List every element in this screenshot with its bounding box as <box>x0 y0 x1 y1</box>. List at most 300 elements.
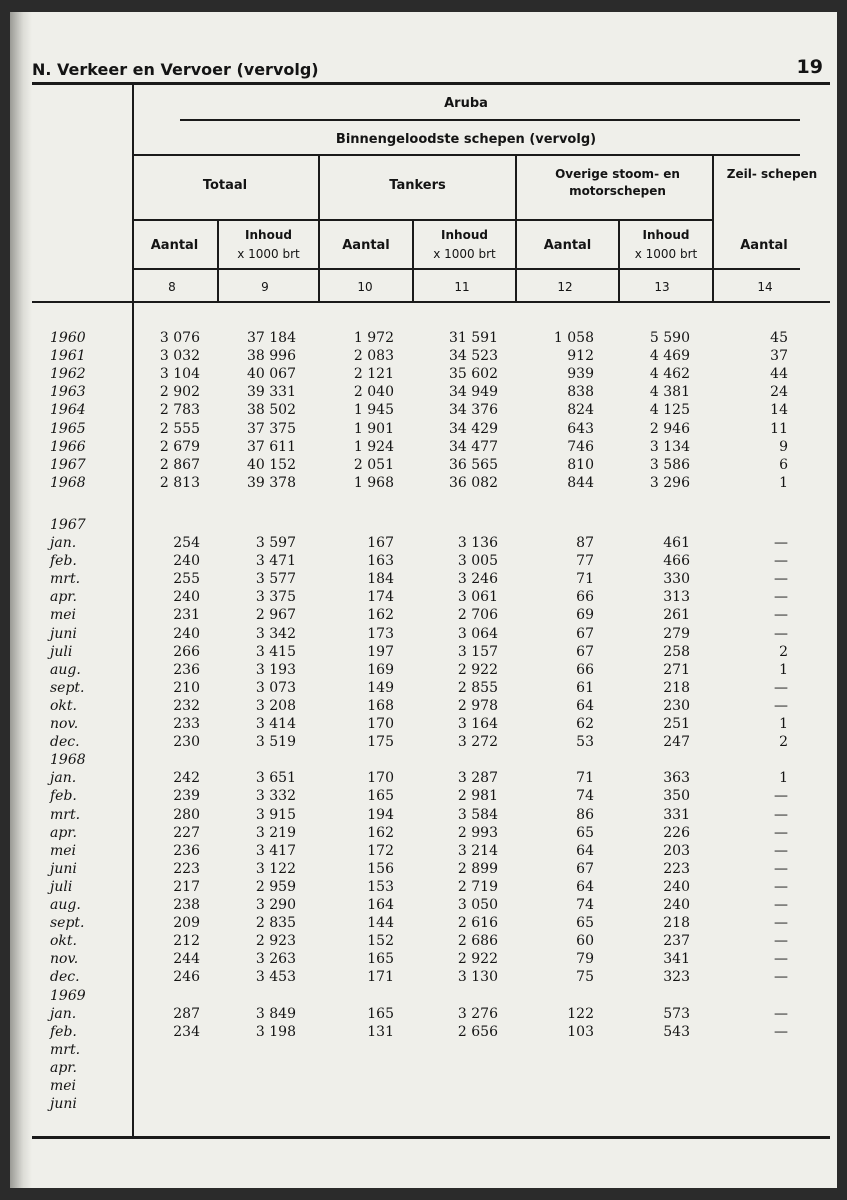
table-cell: 1 968 <box>353 474 394 491</box>
table-cell: 37 375 <box>247 420 296 437</box>
column-number: 10 <box>357 280 373 294</box>
table-cell: 34 523 <box>449 348 498 365</box>
row-label: aug. <box>50 897 81 913</box>
table-cell: 3 272 <box>457 734 498 751</box>
row-label: juni <box>50 1096 77 1113</box>
table-cell: 2 <box>779 734 788 751</box>
row-label: mei <box>50 842 77 859</box>
table-cell: — <box>774 806 788 823</box>
table-cell: 2 899 <box>457 860 498 877</box>
table-cell: 77 <box>576 553 594 570</box>
table-cell: 3 651 <box>255 770 296 787</box>
table-cell: 24 <box>770 384 788 401</box>
row-label: 1962 <box>50 366 86 383</box>
table-cell: 261 <box>663 607 690 624</box>
table-cell: — <box>774 824 788 841</box>
table-cell: 34 376 <box>449 402 498 419</box>
table-cell: 461 <box>663 535 690 551</box>
row-label: mrt. <box>50 806 81 823</box>
row-label: 1961 <box>50 348 86 365</box>
section-title: N. Verkeer en Vervoer (vervolg) <box>32 60 319 79</box>
table-subtitle: Binnengeloodste schepen (vervolg) <box>335 132 597 147</box>
table-cell: 156 <box>367 860 394 877</box>
table-cell: — <box>774 625 788 642</box>
table-cell: 2 <box>779 643 788 660</box>
table-cell: 2 813 <box>159 474 200 491</box>
table-cell: 3 134 <box>649 438 690 455</box>
table-cell: 350 <box>663 788 690 805</box>
table-cell: — <box>774 553 788 570</box>
table-cell: 37 611 <box>247 438 296 455</box>
table-cell: 3 214 <box>457 842 498 859</box>
table-cell: 2 686 <box>457 933 498 950</box>
table-cell: 209 <box>173 915 200 932</box>
row-label: sept. <box>50 915 85 932</box>
table-cell: 65 <box>576 915 594 932</box>
row-label: feb. <box>50 1023 77 1040</box>
table-cell: 173 <box>367 625 394 642</box>
table-cell: 251 <box>663 716 690 732</box>
table-cell: 34 429 <box>449 420 498 437</box>
table-cell: 170 <box>367 770 394 787</box>
col13-unit: x 1000 brt <box>634 247 698 261</box>
table-cell: 280 <box>173 806 200 823</box>
table-cell: 3 332 <box>255 788 296 805</box>
row-label: juli <box>50 878 73 895</box>
group-overige: Overige stoom- en motorschepen <box>555 167 680 198</box>
col12-label: Aantal <box>543 238 592 253</box>
table-cell: 746 <box>567 438 594 455</box>
col-number-rule <box>32 301 830 303</box>
table-cell: 61 <box>576 679 594 696</box>
table-cell: 1 <box>779 661 788 678</box>
table-cell: 74 <box>576 897 594 913</box>
table-cell: 40 067 <box>247 366 296 383</box>
table-cell: 3 414 <box>255 716 296 732</box>
row-label: mrt. <box>50 571 81 588</box>
document-page <box>10 12 837 1188</box>
row-label: 1963 <box>50 384 86 401</box>
col9-unit: x 1000 brt <box>237 247 300 261</box>
row-label: mei <box>50 607 77 624</box>
table-cell: 37 <box>770 348 788 365</box>
row-label: feb. <box>50 788 77 805</box>
table-cell: 240 <box>173 553 200 570</box>
table-cell: 38 996 <box>247 348 296 365</box>
row-label: juli <box>50 643 73 660</box>
table-cell: 64 <box>576 697 594 714</box>
table-cell: 258 <box>663 643 690 660</box>
table-cell: 255 <box>173 571 200 588</box>
table-cell: 247 <box>663 734 690 751</box>
table-cell: 64 <box>576 878 594 895</box>
table-cell: 3 104 <box>159 366 200 383</box>
row-label: 1964 <box>50 402 86 419</box>
table-cell: 165 <box>367 1005 394 1022</box>
table-cell: 164 <box>367 897 394 913</box>
row-label: 1967 <box>50 456 86 473</box>
table-cell: 234 <box>173 1023 200 1040</box>
table-cell: 230 <box>663 697 690 714</box>
table-cell: 218 <box>663 915 690 932</box>
table-cell: 3 130 <box>457 969 498 986</box>
table-cell: 3 122 <box>255 860 296 877</box>
table-cell: 169 <box>367 661 394 678</box>
table-cell: 363 <box>663 770 690 787</box>
book-binding-shadow <box>10 12 32 1188</box>
table-cell: 838 <box>567 384 594 401</box>
table-cell: 2 706 <box>457 607 498 624</box>
table-cell: 86 <box>576 806 594 823</box>
table-cell: — <box>774 535 788 551</box>
table-cell: 40 152 <box>247 456 296 473</box>
table-cell: — <box>774 969 788 986</box>
table-cell: 3 136 <box>457 535 498 551</box>
table-cell: 231 <box>173 607 200 624</box>
table-cell: 53 <box>576 734 594 751</box>
region-rule <box>180 119 800 121</box>
table-cell: 36 082 <box>449 474 498 491</box>
table-cell: 238 <box>173 897 200 913</box>
row-label: apr. <box>50 589 77 606</box>
table-cell: 184 <box>367 571 394 588</box>
col11-label: Inhoud <box>441 228 488 242</box>
table-cell: 3 849 <box>255 1005 296 1022</box>
table-cell: 573 <box>663 1005 690 1022</box>
table-cell: 3 157 <box>457 643 498 660</box>
table-cell: 3 276 <box>457 1005 498 1022</box>
table-cell: 175 <box>367 734 394 751</box>
table-cell: — <box>774 951 788 968</box>
table-cell: 171 <box>367 969 394 986</box>
row-label: juni <box>50 625 77 642</box>
table-cell: 844 <box>567 474 594 491</box>
table-cell: 3 005 <box>457 553 498 570</box>
table-cell: 2 902 <box>159 384 200 401</box>
table-cell: 271 <box>663 661 690 678</box>
region-heading: Aruba <box>444 96 488 111</box>
table-cell: 2 855 <box>457 679 498 696</box>
col10-label: Aantal <box>342 238 390 253</box>
row-label: mei <box>50 1078 77 1094</box>
table-cell: 3 519 <box>255 734 296 751</box>
table-cell: 939 <box>567 366 594 383</box>
table-cell: 152 <box>367 933 394 950</box>
table-cell: 3 471 <box>255 553 296 570</box>
table-cell: 2 993 <box>457 824 498 841</box>
group-zeilschepen: Zeil- schepen <box>726 167 818 181</box>
table-cell: 3 164 <box>457 716 498 732</box>
table-cell: 14 <box>770 402 788 419</box>
table-cell: 37 184 <box>247 330 296 346</box>
table-cell: 232 <box>173 697 200 714</box>
table-cell: 197 <box>367 643 394 660</box>
table-cell: 1 901 <box>353 420 394 437</box>
column-number: 12 <box>557 280 573 294</box>
row-label: feb. <box>50 553 77 570</box>
table-cell: 4 462 <box>649 366 690 383</box>
table-cell: 35 602 <box>449 366 498 383</box>
table-cell: — <box>774 679 788 696</box>
table-cell: 34 477 <box>449 438 498 455</box>
table-cell: 194 <box>367 806 394 823</box>
table-cell: 122 <box>567 1005 594 1022</box>
table-cell: 165 <box>367 951 394 968</box>
table-cell: 1 <box>779 474 788 491</box>
table-cell: 34 949 <box>449 384 498 401</box>
table-cell: 71 <box>576 571 594 588</box>
column-number: 13 <box>654 280 670 294</box>
page-number: 19 <box>796 56 823 78</box>
table-cell: — <box>774 697 788 714</box>
table-cell: 912 <box>567 348 594 365</box>
col13-label: Inhoud <box>642 228 690 242</box>
table-cell: 3 219 <box>255 824 296 841</box>
table-cell: 212 <box>173 933 200 950</box>
table-cell: 3 263 <box>255 951 296 968</box>
table-cell: 39 331 <box>247 384 296 401</box>
table-cell: 217 <box>173 878 200 895</box>
table-cell: 2 967 <box>255 607 296 624</box>
table-cell: 45 <box>770 330 788 346</box>
table-cell: 223 <box>173 860 200 877</box>
table-cell: 3 577 <box>255 571 296 588</box>
table-cell: 236 <box>173 661 200 678</box>
table-cell: 242 <box>173 770 200 787</box>
row-label: 1966 <box>50 438 86 455</box>
table-cell: — <box>774 1023 788 1040</box>
row-label: 1967 <box>50 516 86 533</box>
table-cell: 244 <box>173 951 200 968</box>
table-cell: 62 <box>576 716 594 732</box>
divider-overige-zeil <box>712 154 714 302</box>
table-cell: 2 719 <box>457 878 498 895</box>
table-cell: 1 972 <box>353 330 394 346</box>
table-cell: 3 061 <box>457 589 498 606</box>
table-cell: 71 <box>576 770 594 787</box>
row-label: 1960 <box>50 330 86 346</box>
table-cell: 331 <box>663 806 690 823</box>
row-label: sept. <box>50 679 85 696</box>
column-number: 14 <box>757 280 773 294</box>
table-cell: 87 <box>576 535 594 551</box>
table-cell: 3 050 <box>457 897 498 913</box>
table-cell: 246 <box>173 969 200 986</box>
table-cell: 3 290 <box>255 897 296 913</box>
table-cell: 466 <box>663 553 690 570</box>
table-cell: 66 <box>576 661 594 678</box>
table-cell: 3 342 <box>255 625 296 642</box>
table-cell: 103 <box>567 1023 594 1040</box>
row-label: okt. <box>50 933 77 950</box>
table-cell: 3 586 <box>649 456 690 473</box>
table-cell: 218 <box>663 679 690 696</box>
table-cell: 824 <box>567 402 594 419</box>
table-cell: 3 453 <box>255 969 296 986</box>
table-cell: — <box>774 589 788 606</box>
table-cell: 3 415 <box>255 643 296 660</box>
table-cell: 64 <box>576 842 594 859</box>
table-cell: 240 <box>173 625 200 642</box>
table-cell: 36 565 <box>449 456 498 473</box>
col14-label: Aantal <box>740 238 788 253</box>
table-cell: 2 679 <box>159 438 200 455</box>
table-cell: — <box>774 607 788 624</box>
table-cell: 38 502 <box>247 402 296 419</box>
table-cell: 1 924 <box>353 438 394 455</box>
table-cell: 323 <box>663 969 690 986</box>
table-cell: 3 193 <box>255 661 296 678</box>
table-cell: 3 287 <box>457 770 498 787</box>
group-totaal: Totaal <box>202 178 248 193</box>
table-cell: 543 <box>663 1023 690 1040</box>
table-cell: 643 <box>567 420 594 437</box>
table-cell: 2 867 <box>159 456 200 473</box>
table-cell: 67 <box>576 625 594 642</box>
table-cell: 4 125 <box>649 402 690 419</box>
table-cell: 2 121 <box>353 366 394 383</box>
row-label: 1968 <box>50 474 86 491</box>
table-cell: 2 555 <box>159 420 200 437</box>
table-cell: — <box>774 571 788 588</box>
table-cell: 162 <box>367 607 394 624</box>
table-cell: 3 375 <box>255 589 296 606</box>
table-cell: 31 591 <box>449 330 498 346</box>
table-cell: 144 <box>367 915 394 932</box>
table-cell: 131 <box>367 1023 394 1040</box>
table-cell: 3 417 <box>255 842 296 859</box>
row-label: juni <box>50 860 77 877</box>
table-cell: 341 <box>663 951 690 968</box>
table-cell: — <box>774 842 788 859</box>
table-cell: 1 058 <box>553 330 594 346</box>
table-cell: 79 <box>576 951 594 968</box>
table-cell: 9 <box>779 438 788 455</box>
table-cell: 75 <box>576 969 594 986</box>
table-cell: 74 <box>576 788 594 805</box>
table-cell: 226 <box>663 824 690 841</box>
table-cell: 167 <box>367 535 394 551</box>
table-cell: 4 469 <box>649 348 690 365</box>
table-cell: 6 <box>779 456 788 473</box>
table-cell: 810 <box>567 456 594 473</box>
table-cell: 3 915 <box>255 806 296 823</box>
row-label: aug. <box>50 661 81 678</box>
table-cell: 39 378 <box>247 474 296 491</box>
table-cell: 2 040 <box>353 384 394 401</box>
table-cell: 3 584 <box>457 806 498 823</box>
table-cell: 2 922 <box>457 951 498 968</box>
table-cell: 2 616 <box>457 915 498 932</box>
table-cell: — <box>774 860 788 877</box>
row-label: nov. <box>50 716 79 732</box>
table-cell: 3 076 <box>159 330 200 346</box>
row-label: 1968 <box>50 752 86 769</box>
col8-label: Aantal <box>150 238 199 253</box>
table-cell: 67 <box>576 643 594 660</box>
table-cell: 210 <box>173 679 200 696</box>
table-cell: 174 <box>367 589 394 606</box>
column-number: 11 <box>454 280 470 294</box>
row-label: 1969 <box>50 987 86 1004</box>
table-cell: 313 <box>663 589 690 606</box>
table-cell: 163 <box>367 553 394 570</box>
table-cell: 227 <box>173 824 200 841</box>
table-cell: 44 <box>770 366 788 383</box>
table-cell: — <box>774 788 788 805</box>
subtitle-rule <box>132 154 800 156</box>
table-cell: 3 246 <box>457 571 498 588</box>
row-label: jan. <box>50 535 77 551</box>
row-label: okt. <box>50 697 77 714</box>
table-cell: 1 <box>779 770 788 787</box>
table-cell: 168 <box>367 697 394 714</box>
table-cell: 149 <box>367 679 394 696</box>
divider-tankers-overige <box>515 154 517 302</box>
table-cell: 1 <box>779 716 788 732</box>
row-label: jan. <box>50 770 77 787</box>
table-cell: 2 051 <box>353 456 394 473</box>
table-cell: 1 945 <box>353 402 394 419</box>
group-rule <box>132 219 712 221</box>
table-cell: 5 590 <box>649 330 690 346</box>
table-cell: — <box>774 878 788 895</box>
table-cell: 266 <box>173 643 200 660</box>
table-cell: 287 <box>173 1005 200 1022</box>
table-cell: 162 <box>367 824 394 841</box>
table-cell: 3 208 <box>255 697 296 714</box>
table-cell: 2 783 <box>159 402 200 419</box>
table-cell: 2 835 <box>255 915 296 932</box>
table-cell: 236 <box>173 842 200 859</box>
table-cell: 240 <box>663 897 690 913</box>
table-cell: 223 <box>663 860 690 877</box>
table-cell: 239 <box>173 788 200 805</box>
table-cell: 11 <box>770 420 788 437</box>
table-cell: 165 <box>367 788 394 805</box>
row-label: jan. <box>50 1005 77 1022</box>
table-cell: 2 981 <box>457 788 498 805</box>
table-cell: 60 <box>576 933 594 950</box>
row-label: dec. <box>50 969 80 986</box>
divider-totaal-tankers <box>318 154 320 302</box>
table-cell: 3 198 <box>255 1023 296 1040</box>
table-cell: 3 064 <box>457 625 498 642</box>
column-number: 9 <box>261 280 269 294</box>
group-tankers: Tankers <box>389 178 446 193</box>
row-label: apr. <box>50 824 77 841</box>
table-cell: 3 073 <box>255 679 296 696</box>
table-cell: 230 <box>173 734 200 751</box>
table-cell: 2 922 <box>457 661 498 678</box>
table-cell: 237 <box>663 933 690 950</box>
table-cell: 279 <box>663 625 690 642</box>
table-cell: — <box>774 915 788 932</box>
col11-unit: x 1000 brt <box>433 247 496 261</box>
bottom-rule <box>32 1136 830 1139</box>
table-cell: 153 <box>367 878 394 895</box>
table-cell: 2 946 <box>649 420 690 437</box>
table-cell: 3 296 <box>649 474 690 491</box>
table-cell: 240 <box>663 878 690 895</box>
table-cell: 3 597 <box>255 535 296 551</box>
table-cell: 2 656 <box>457 1023 498 1040</box>
table-cell: 254 <box>173 535 200 551</box>
row-label: apr. <box>50 1059 77 1076</box>
label-rule <box>132 268 800 270</box>
table-cell: 2 923 <box>255 933 296 950</box>
table-cell: 67 <box>576 860 594 877</box>
